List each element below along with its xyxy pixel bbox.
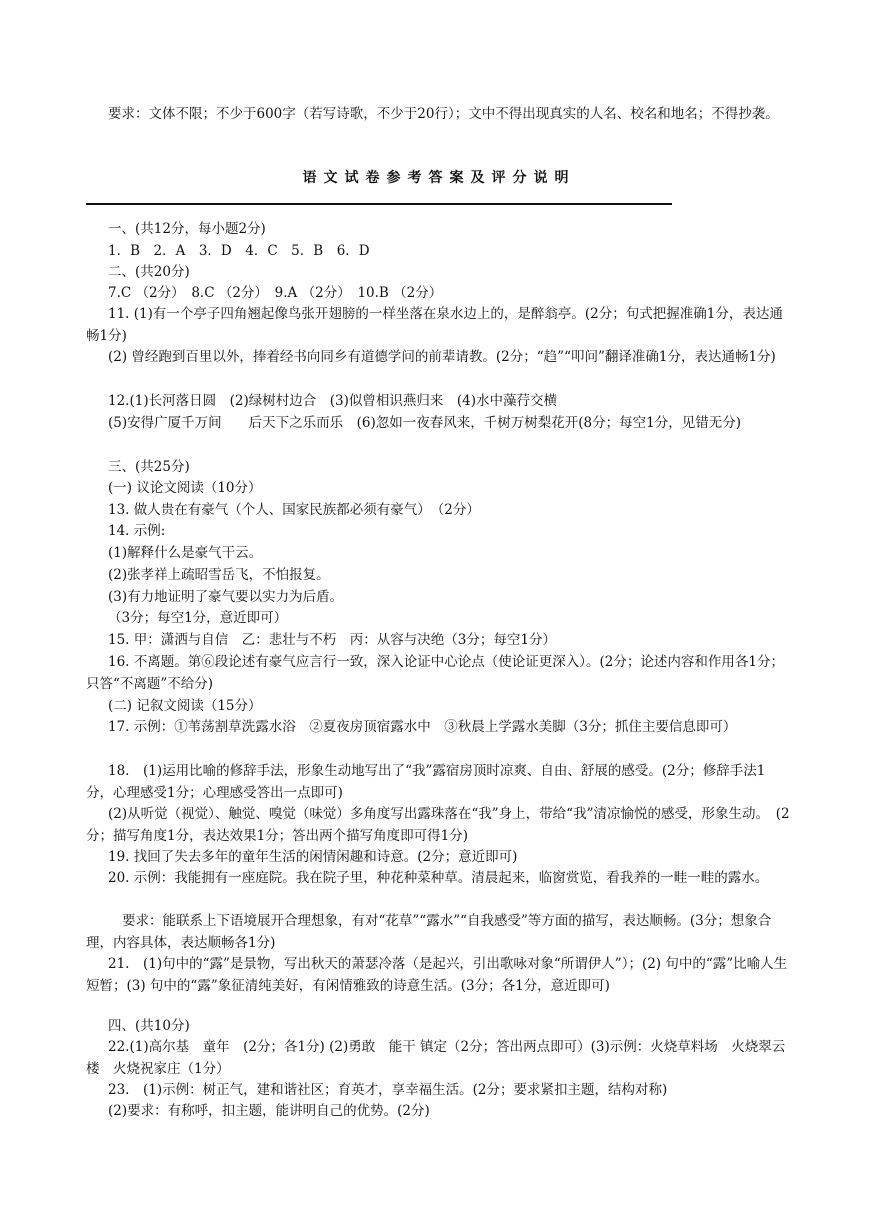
answer-15: 15. 甲：潇洒与自信 乙：悲壮与不朽 丙：从容与决绝（3分；每空1分） (108, 632, 556, 648)
answer-18-2: (2)从听觉（视觉）、触觉、嗅觉（味觉）多角度写出露珠落在“我”身上，带给“我”清凉愉悦的感受，形象生动。 (2分；描写角度1分，表达效果1分；答出两个描写角度即可得1分) (86, 806, 790, 844)
answer-14-scoring: （3分；每空1分，意近即可） (108, 610, 288, 626)
answer-19: 19. 找回了失去多年的童年生活的闲情闲趣和诗意。(2分；意近即可) (108, 849, 518, 865)
answer-18-1: 18. (1)运用比喻的修辞手法，形象生动地写出了“我”露宿房顶时凉爽、自由、舒展的感受。(2分；修辞手法1分，心理感受1分；心理感受答出一点即可) (86, 763, 766, 801)
answers-7-10: 7.C （2分） 8.C （2分） 9.A （2分） 10.B （2分） (108, 285, 443, 301)
answer-14-heading: 14. 示例: (108, 523, 166, 539)
answer-23-2: (2)要求：有称呼，扣主题，能讲明自己的优势。(2分) (108, 1103, 430, 1119)
title-divider (86, 203, 672, 205)
section-3-heading: 三、(共25分) (108, 459, 190, 475)
section-2-heading: 二、(共20分) (108, 264, 190, 280)
answer-21: 21. (1)句中的“露”是景物，写出秋天的萧瑟冷落（是起兴，引出歌咏对象“所谓伊人”）；(2) 句中的“露”比喻人生短暂；(3) 句中的“露”象征清纯美好，有闲情雅致的诗意生活。(3分；各1分，意近即可) (86, 956, 788, 994)
answer-key-title: 语文试卷参考答案及评分说明 (302, 170, 576, 186)
section-4-heading: 四、(共10分) (108, 1018, 190, 1034)
answer-20-requirement: 要求：能联系上下语境展开合理想象，有对“花草”“露水”“自我感受”等方面的描写，表达顺畅。(3分；想象合理，内容具体，表达顺畅各1分) (86, 913, 772, 951)
answer-22: 22.(1)高尔基 童年 (2分；各1分) (2)勇敢 能干 镇定（2分；答出两点即可）(3)示例：火烧草料场 火烧翠云楼 火烧祝家庄（1分） (86, 1039, 786, 1077)
argument-reading-heading: (一) 议论文阅读（10分） (108, 480, 262, 496)
essay-requirement: 要求：文体不限；不少于600字（若写诗歌，不少于20行）；文中不得出现真实的人名、校名和地名；不得抄袭。 (108, 106, 779, 122)
answer-11-1: 11. (1)有一个亭子四角翘起像鸟张开翅膀的一样坐落在泉水边上的，是醉翁亭。(2分；句式把握准确1分，表达通畅1分) (86, 306, 783, 344)
answer-13: 13. 做人贵在有豪气（个人、国家民族都必须有豪气） （2分） (108, 502, 480, 518)
answer-11-2: (2) 曾经跑到百里以外，捧着经书向同乡有道德学问的前辈请教。(2分；“趋”“叩问”翻译准确1分，表达通畅1分) (108, 349, 776, 365)
answer-14-3: (3)有力地证明了豪气要以实力为后盾。 (108, 589, 344, 605)
answer-12-part2: (5)安得广厦千万间 后天下之乐而乐 (6)忽如一夜春风来，千树万树梨花开(8分；每空1分，见错无分) (108, 415, 741, 431)
answer-20: 20. 示例：我能拥有一座庭院。我在院子里，种花种菜种草。清晨起来，临窗赏览，看我养的一畦一畦的露水。 (108, 870, 769, 886)
answer-17: 17. 示例：①苇荡割草洗露水浴 ②夏夜房顶宿露水中 ③秋晨上学露水美脚（3分；抓住主要信息即可） (108, 719, 737, 735)
answers-1-6: 1．B 2．A 3．D 4．C 5．B 6．D (108, 243, 370, 259)
section-1-heading: 一、(共12分，每小题2分) (108, 221, 266, 237)
answer-23-1: 23. (1)示例：树正气，建和谐社区；育英才，享幸福生活。(2分；要求紧扣主题，结构对称) (108, 1082, 668, 1098)
answer-16: 16. 不离题。第⑥段论述有豪气应言行一致，深入论证中心论点（使论证更深入）。(2分；论述内容和作用各1分；只答“不离题”不给分) (86, 654, 784, 692)
narrative-reading-heading: (二) 记叙文阅读（15分） (108, 698, 262, 714)
answer-12-part1: 12.(1)长河落日圆 (2)绿树村边合 (3)似曾相识燕归来 (4)水中藻荇交横 (108, 393, 557, 409)
answer-14-2: (2)张孝祥上疏昭雪岳飞，不怕报复。 (108, 567, 330, 583)
answer-14-1: (1)解释什么是豪气干云。 (108, 545, 263, 561)
